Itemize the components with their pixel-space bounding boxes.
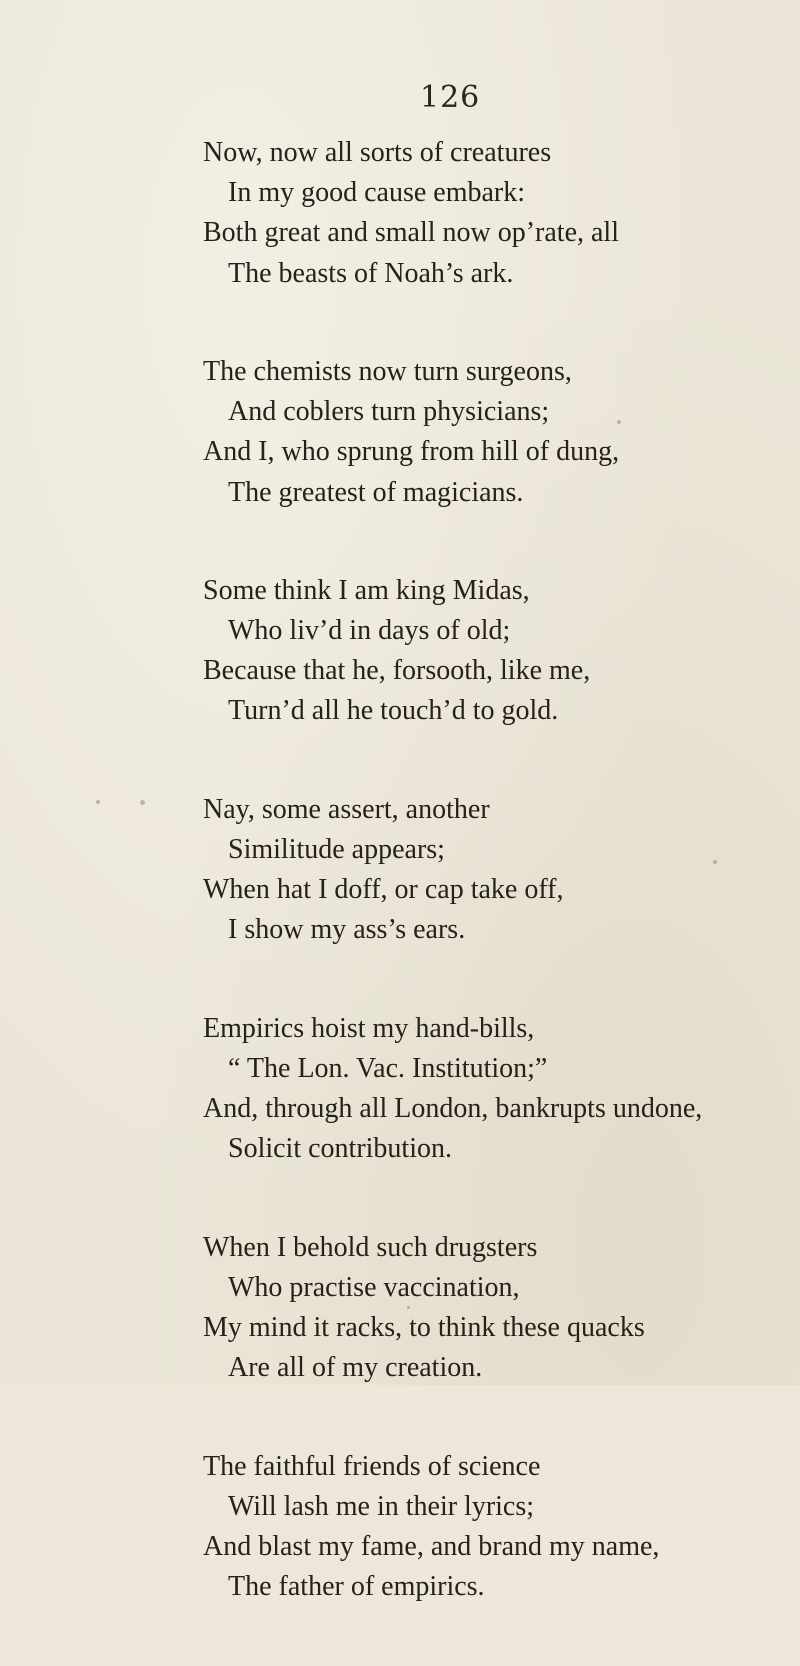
- stanza-7: [203, 1447, 702, 1608]
- poem-line: Solicit contribution.: [228, 1133, 452, 1165]
- poem-line: Will lash me in their lyrics;: [228, 1490, 535, 1522]
- poem-line: Some think I am king Midas,: [203, 574, 530, 606]
- poem-line: And, through all London, bankrupts undone,: [203, 1093, 703, 1125]
- poem-line: Both great and small now op’rate, all: [203, 217, 619, 249]
- poem-line: I show my ass’s ears.: [228, 914, 466, 946]
- paper-speck: [140, 800, 145, 805]
- poem-line: The faithful friends of science: [203, 1450, 541, 1482]
- stanza-5: [203, 1009, 702, 1170]
- poem-line: The chemists now turn surgeons,: [203, 355, 572, 387]
- paper-speck: [713, 860, 717, 864]
- poem-line: The greatest of magicians.: [228, 476, 524, 508]
- stanza-4: [203, 790, 702, 951]
- poem-line: “ The Lon. Vac. Institution;”: [228, 1052, 548, 1084]
- poem-line: When I behold such drugsters: [203, 1231, 538, 1263]
- poem-line: Who practise vaccination,: [228, 1271, 520, 1303]
- poem-line: Similitude appears;: [228, 834, 445, 865]
- poem-line: In my good cause embark:: [228, 177, 526, 209]
- poem-line: Turn’d all he touch’d to gold.: [228, 695, 559, 727]
- poem: [203, 133, 702, 1666]
- poem-line: Empirics hoist my hand-bills,: [203, 1012, 535, 1044]
- poem-line: And I, who sprung from hill of dung,: [203, 436, 620, 468]
- stanza-2: [203, 352, 702, 513]
- poem-line: My mind it racks, to think these quacks: [203, 1312, 645, 1344]
- poem-line: The father of empirics.: [228, 1571, 485, 1603]
- stanza-3: [203, 571, 702, 732]
- poem-line: Now, now all sorts of creatures: [203, 137, 552, 168]
- poem-line: Are all of my creation.: [228, 1352, 483, 1384]
- poem-line: Nay, some assert, another: [203, 793, 490, 825]
- poem-line: Who liv’d in days of old;: [228, 615, 511, 647]
- stanza-1: [203, 133, 702, 294]
- poem-line: The beasts of Noah’s ark.: [228, 257, 514, 289]
- page-number: 126: [420, 80, 481, 115]
- poem-line: And blast my fame, and brand my name,: [203, 1531, 660, 1562]
- stanza-6: [203, 1228, 702, 1389]
- poem-line: When hat I doff, or cap take off,: [203, 874, 564, 906]
- paper-speck: [96, 800, 100, 804]
- poem-line: And coblers turn physicians;: [228, 396, 550, 428]
- poem-line: Because that he, forsooth, like me,: [203, 655, 591, 687]
